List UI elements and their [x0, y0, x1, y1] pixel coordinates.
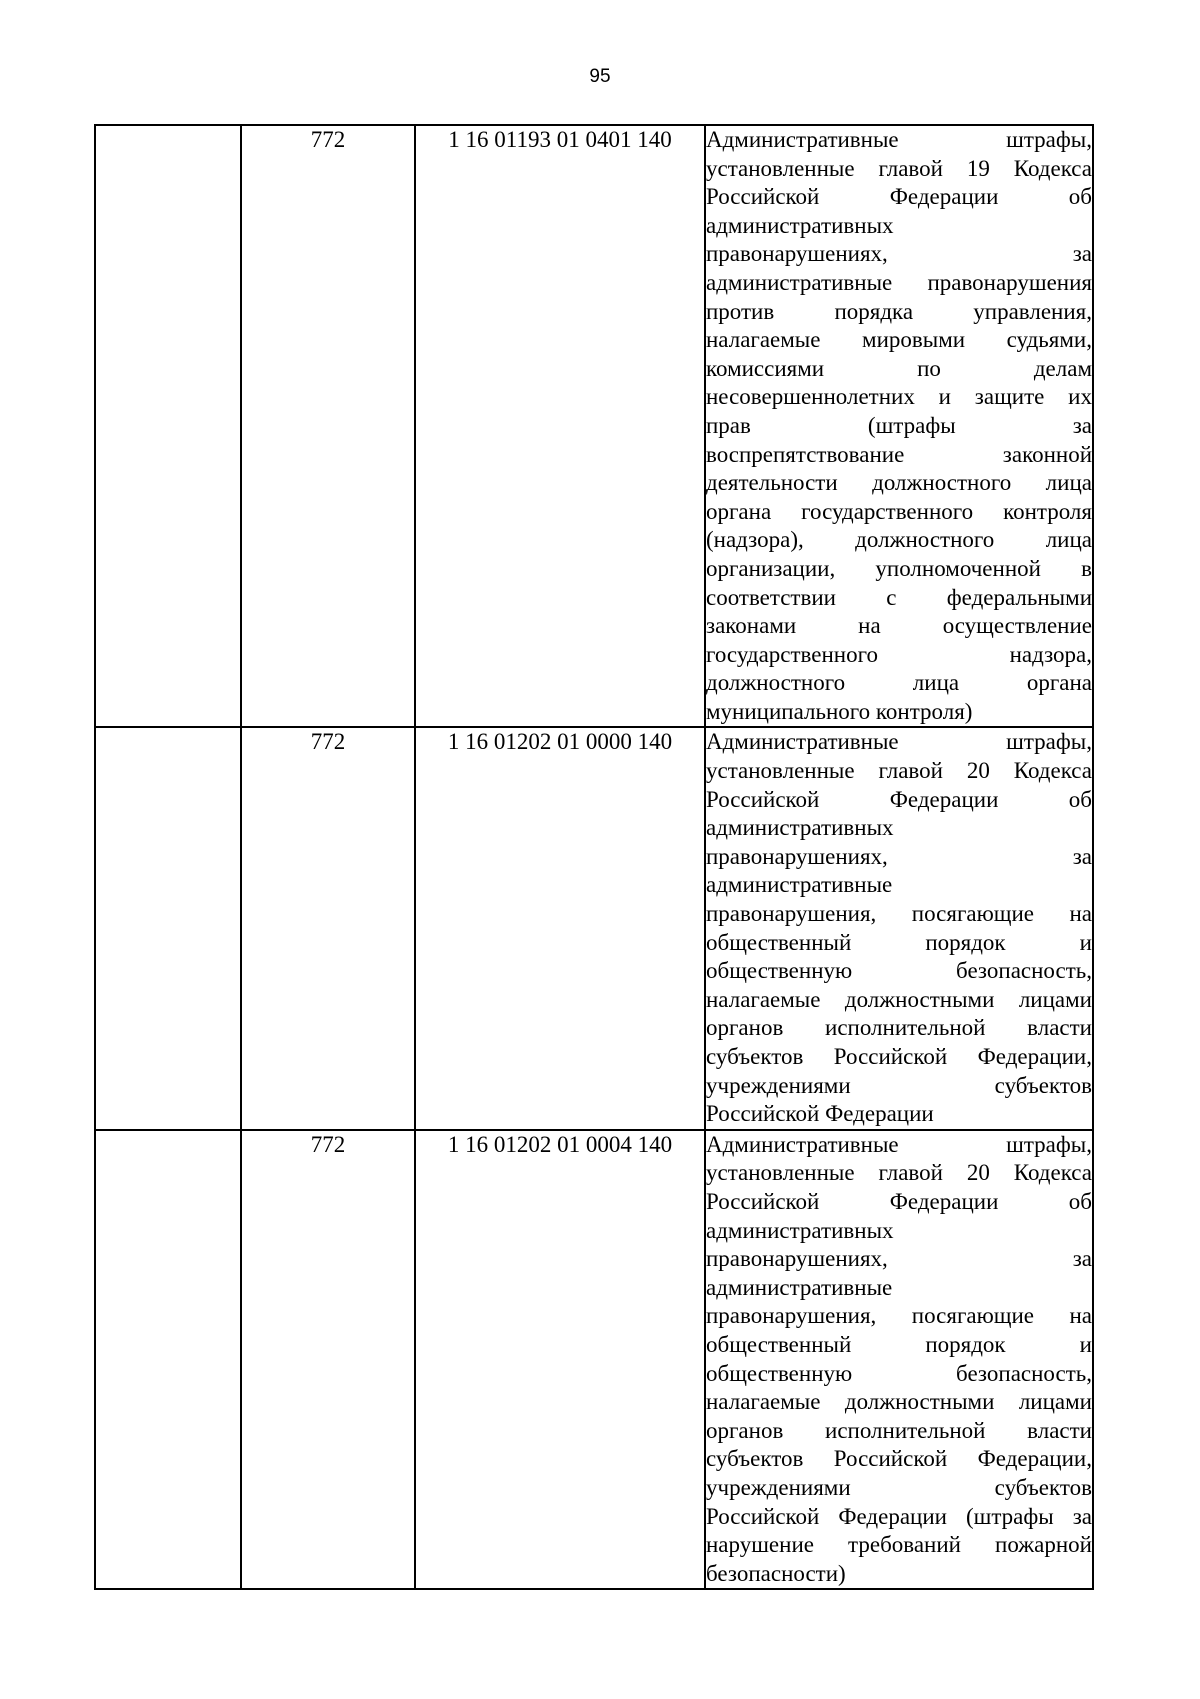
description-line: воспрепятствование законной [706, 441, 1092, 467]
description-line: Административные штрафы, [706, 1131, 1092, 1157]
description-line: нарушение требований пожарной [706, 1532, 1092, 1558]
description-line: установленные главой 19 Кодекса [706, 155, 1092, 181]
description-line: общественный порядок и [706, 929, 1092, 955]
description-line: административные [706, 872, 893, 898]
description-line: субъектов Российской Федерации, [706, 1446, 1092, 1472]
page-number: 95 [589, 66, 611, 87]
description-line: соответствии с федеральными [706, 584, 1092, 610]
income-description-cell [705, 125, 1093, 727]
budget-classification-code-cell: 1 16 01202 01 0004 140 [415, 1130, 705, 1590]
budget-table [94, 124, 1094, 1590]
description-line: административных [706, 1217, 894, 1243]
description-line: административных [706, 815, 894, 841]
description-line: деятельности должностного лица [706, 470, 1092, 496]
code-cell [95, 125, 241, 727]
description-line: Административные штрафы, [706, 127, 1092, 152]
description-line: правонарушения, посягающие на [706, 1303, 1092, 1329]
table-body [95, 125, 1093, 1589]
description-line: административные [706, 1274, 893, 1300]
description-line: налагаемые должностными лицами [706, 986, 1092, 1012]
description-line: общественную безопасность, [706, 958, 1092, 984]
administrator-code-cell: 772 [241, 727, 415, 1129]
description-line: несовершеннолетних и защите их [706, 384, 1092, 410]
description-line: организации, уполномоченной в [706, 555, 1092, 581]
description-line: субъектов Российской Федерации, [706, 1044, 1092, 1069]
description-line: общественный порядок и [706, 1331, 1092, 1357]
budget-classification-code-cell: 1 16 01193 01 0401 140 [415, 125, 705, 727]
description-line: налагаемые мировыми судьями, [706, 327, 1092, 353]
description-line: органов исполнительной власти [706, 1417, 1092, 1443]
description-line: Российской Федерации об [706, 1188, 1092, 1214]
description-line: Российской Федерации об [706, 786, 1092, 812]
table-row [95, 125, 1093, 727]
income-description-cell [705, 727, 1093, 1129]
description-line: учреждениями субъектов [706, 1474, 1092, 1500]
description-line: административные правонарушения [706, 269, 1092, 295]
description-line: (надзора), должностного лица [706, 527, 1092, 553]
description-line: учреждениями субъектов [706, 1072, 1092, 1098]
description-line: против порядка управления, [706, 298, 1092, 324]
code-cell [95, 727, 241, 1129]
administrator-code-cell: 772 [241, 125, 415, 727]
description-line: правонарушениях, за [706, 843, 1092, 869]
description-line: общественную безопасность, [706, 1360, 1092, 1386]
description-line: правонарушениях, за [706, 241, 1092, 267]
table-row [95, 1130, 1093, 1590]
description-line: установленные главой 20 Кодекса [706, 1160, 1092, 1186]
description-line: комиссиями по делам [706, 355, 1092, 381]
description-line: безопасности) [706, 1560, 846, 1586]
table-row [95, 727, 1093, 1129]
description-line: административных [706, 212, 894, 238]
description-line: Российской Федерации [706, 1101, 934, 1127]
description-line: Российской Федерации (штрафы за [706, 1503, 1092, 1529]
description-line: органа государственного контроля [706, 498, 1092, 524]
budget-classification-code-cell: 1 16 01202 01 0000 140 [415, 727, 705, 1129]
description-line: установленные главой 20 Кодекса [706, 758, 1092, 784]
description-line: органов исполнительной власти [706, 1015, 1092, 1041]
description-line: Российской Федерации об [706, 184, 1092, 210]
description-line: муниципального контроля) [706, 698, 973, 724]
description-line: правонарушения, посягающие на [706, 901, 1092, 927]
code-cell [95, 1130, 241, 1590]
description-line: законами на осуществление [706, 613, 1092, 639]
description-line: прав (штрафы за [706, 412, 1092, 438]
administrator-code-cell: 772 [241, 1130, 415, 1590]
description-line: должностного лица органа [706, 670, 1092, 696]
description-line: государственного надзора, [706, 641, 1092, 667]
description-line: правонарушениях, за [706, 1246, 1092, 1272]
description-line: налагаемые должностными лицами [706, 1389, 1092, 1415]
description-line: Административные штрафы, [706, 729, 1092, 755]
income-description-cell [705, 1130, 1093, 1590]
